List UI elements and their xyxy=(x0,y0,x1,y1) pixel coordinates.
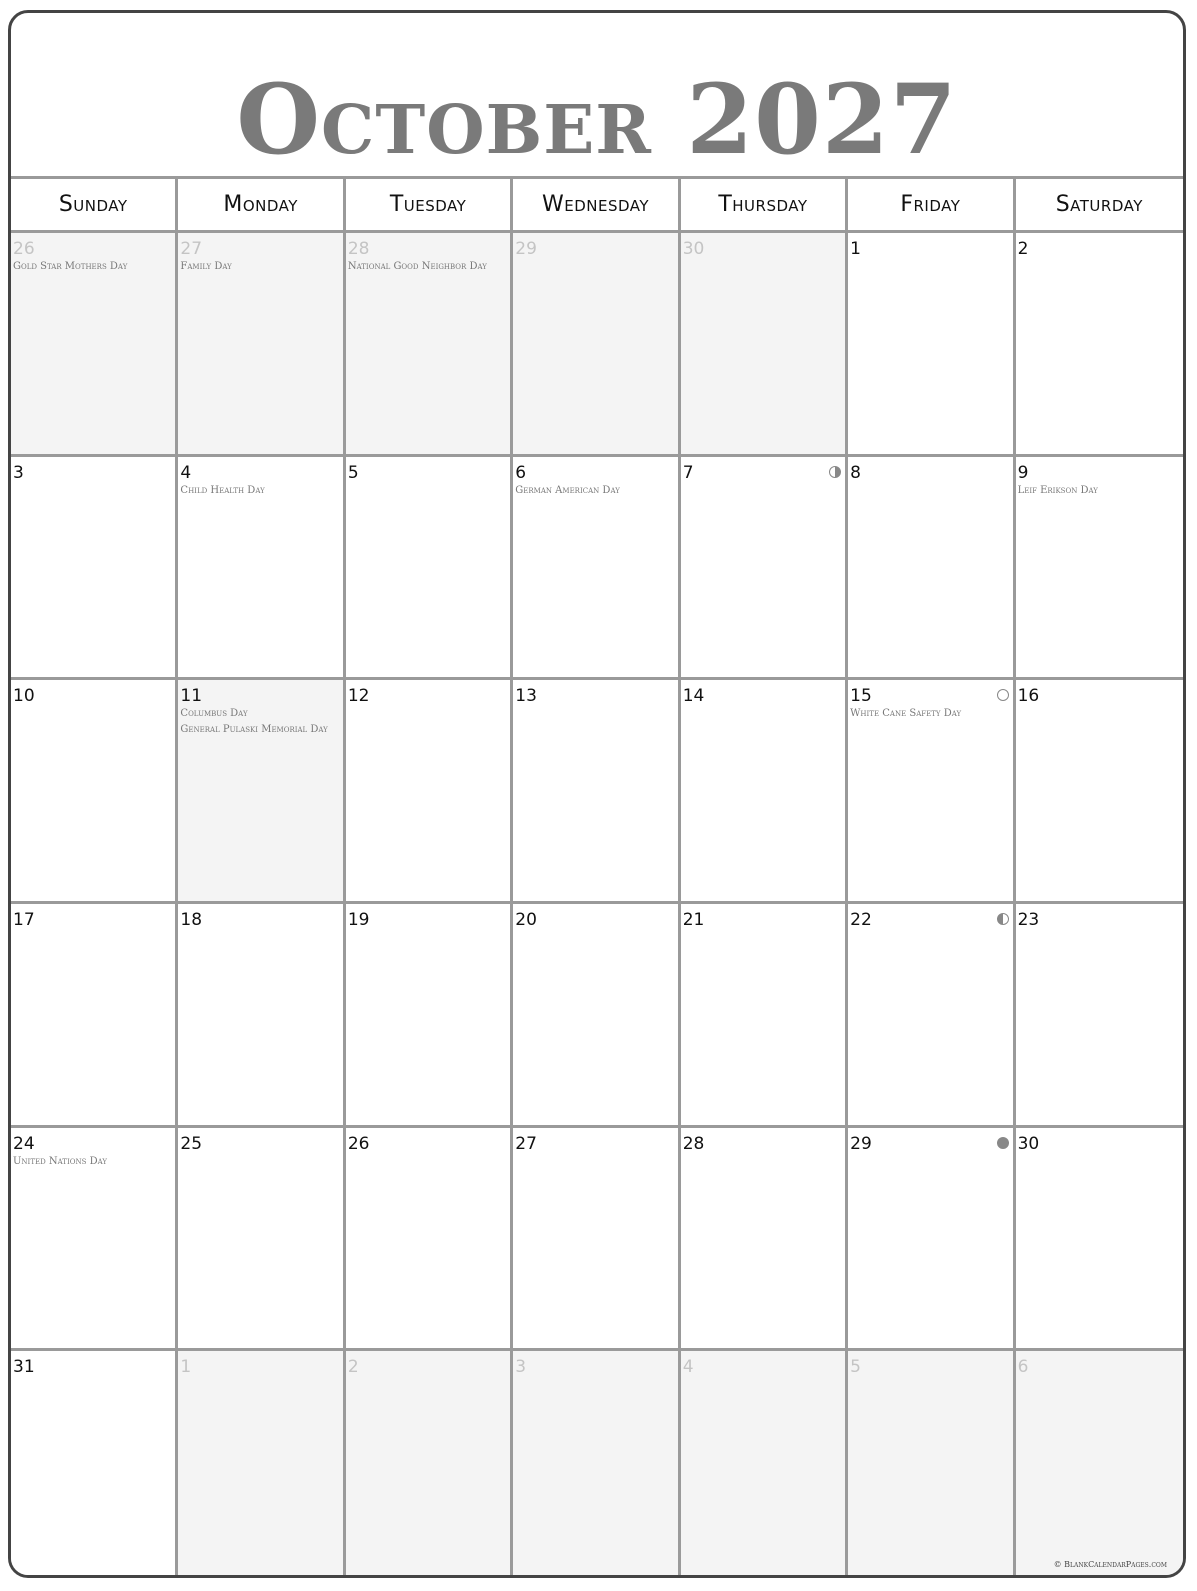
weekday-header-monday: Monday xyxy=(178,179,345,233)
weekday-header-wednesday: Wednesday xyxy=(513,179,680,233)
weekday-header-sunday: Sunday xyxy=(11,179,178,233)
day-cell xyxy=(11,233,178,457)
event-label: National Good Neighbor Day xyxy=(347,261,487,272)
day-cell xyxy=(513,457,680,681)
day-number: 2 xyxy=(347,1357,359,1378)
day-cell xyxy=(513,1351,680,1575)
moon-last-quarter-icon xyxy=(997,913,1009,925)
day-number: 31 xyxy=(13,1357,35,1378)
day-number: 5 xyxy=(850,1357,861,1378)
day-number: 3 xyxy=(13,462,24,483)
day-cell xyxy=(178,457,345,681)
day-number: 18 xyxy=(180,910,203,930)
day-cell xyxy=(1016,680,1183,904)
day-number: 28 xyxy=(682,1133,705,1154)
day-cell xyxy=(848,233,1015,457)
day-number: 14 xyxy=(682,686,705,707)
day-number: 12 xyxy=(347,686,370,707)
day-number: 13 xyxy=(515,686,537,707)
moon-new-icon xyxy=(997,1137,1009,1149)
day-cell xyxy=(1016,457,1183,681)
calendar-frame xyxy=(8,10,1186,1578)
day-number: 4 xyxy=(682,1357,694,1378)
event-label: Family Day xyxy=(180,261,232,272)
weekday-header-tuesday: Tuesday xyxy=(346,179,513,233)
day-number: 25 xyxy=(180,1133,203,1154)
day-number: 10 xyxy=(13,686,35,707)
day-number: 9 xyxy=(1017,462,1029,483)
day-cell xyxy=(513,233,680,457)
day-cell xyxy=(681,1351,848,1575)
day-cell xyxy=(346,1351,513,1575)
day-cell xyxy=(178,680,345,904)
day-number: 7 xyxy=(682,462,694,483)
day-number: 1 xyxy=(180,1357,192,1378)
day-number: 22 xyxy=(850,910,872,930)
day-number: 19 xyxy=(347,910,370,930)
weekday-header-saturday: Saturday xyxy=(1016,179,1183,233)
day-number: 15 xyxy=(850,686,872,707)
day-number: 26 xyxy=(13,239,35,259)
day-cell xyxy=(346,904,513,1128)
day-number: 23 xyxy=(1017,910,1040,930)
day-cell xyxy=(848,457,1015,681)
event-label: German American Day xyxy=(515,484,620,496)
day-number: 24 xyxy=(13,1133,35,1154)
day-number: 16 xyxy=(1017,686,1040,707)
calendar-title: October 2027 xyxy=(236,63,958,176)
day-cell xyxy=(11,457,178,681)
day-number: 11 xyxy=(180,686,203,707)
event-label: Columbus Day xyxy=(180,708,248,720)
day-cell xyxy=(346,1128,513,1352)
day-cell xyxy=(178,233,345,457)
day-cell xyxy=(848,1128,1015,1352)
moon-full-icon xyxy=(997,689,1009,701)
day-number: 20 xyxy=(515,910,537,930)
day-number: 1 xyxy=(850,239,861,259)
day-cell xyxy=(11,904,178,1128)
day-number: 5 xyxy=(347,462,359,483)
copyright-text: © BlankCalendarPages.com xyxy=(1053,1560,1167,1569)
day-cell xyxy=(848,904,1015,1128)
event-label: Gold Star Mothers Day xyxy=(13,261,128,272)
day-number: 6 xyxy=(515,462,527,483)
day-cell xyxy=(178,1128,345,1352)
day-cell xyxy=(1016,1128,1183,1352)
day-number: 30 xyxy=(682,239,705,259)
day-cell xyxy=(848,1351,1015,1575)
day-number: 28 xyxy=(347,239,370,259)
day-number: 3 xyxy=(515,1357,527,1378)
day-cell xyxy=(11,1128,178,1352)
day-cell xyxy=(346,680,513,904)
day-cell xyxy=(11,1351,178,1575)
day-number: 27 xyxy=(515,1133,537,1154)
day-cell xyxy=(178,904,345,1128)
day-cell xyxy=(346,457,513,681)
day-number: 17 xyxy=(13,910,35,930)
day-number: 26 xyxy=(347,1133,370,1154)
event-label: General Pulaski Memorial Day xyxy=(180,724,328,736)
day-cell xyxy=(1016,233,1183,457)
day-cell xyxy=(848,680,1015,904)
day-cell xyxy=(513,904,680,1128)
day-cell xyxy=(513,680,680,904)
event-label: Leif Erikson Day xyxy=(1017,484,1098,496)
day-cell xyxy=(1016,904,1183,1128)
day-number: 29 xyxy=(850,1133,872,1154)
day-number: 21 xyxy=(682,910,705,930)
day-cell xyxy=(681,1128,848,1352)
day-number: 4 xyxy=(180,462,192,483)
day-number: 29 xyxy=(515,239,537,259)
day-number: 6 xyxy=(1017,1357,1029,1378)
event-label: Child Health Day xyxy=(180,484,265,496)
day-cell xyxy=(681,904,848,1128)
day-number: 27 xyxy=(180,239,203,259)
day-cell xyxy=(346,233,513,457)
weekday-header-friday: Friday xyxy=(848,179,1015,233)
day-cell xyxy=(513,1128,680,1352)
day-cell xyxy=(1016,1351,1183,1575)
day-cell xyxy=(681,233,848,457)
day-cell xyxy=(11,680,178,904)
day-number: 2 xyxy=(1017,239,1029,259)
day-cell xyxy=(681,680,848,904)
event-label: United Nations Day xyxy=(13,1155,107,1167)
day-cell xyxy=(681,457,848,681)
calendar-grid xyxy=(11,176,1183,1575)
day-cell xyxy=(178,1351,345,1575)
day-number: 30 xyxy=(1017,1133,1040,1154)
moon-first-quarter-icon xyxy=(829,466,841,478)
event-label: White Cane Safety Day xyxy=(850,708,962,720)
day-number: 8 xyxy=(850,462,861,483)
weekday-header-thursday: Thursday xyxy=(681,179,848,233)
